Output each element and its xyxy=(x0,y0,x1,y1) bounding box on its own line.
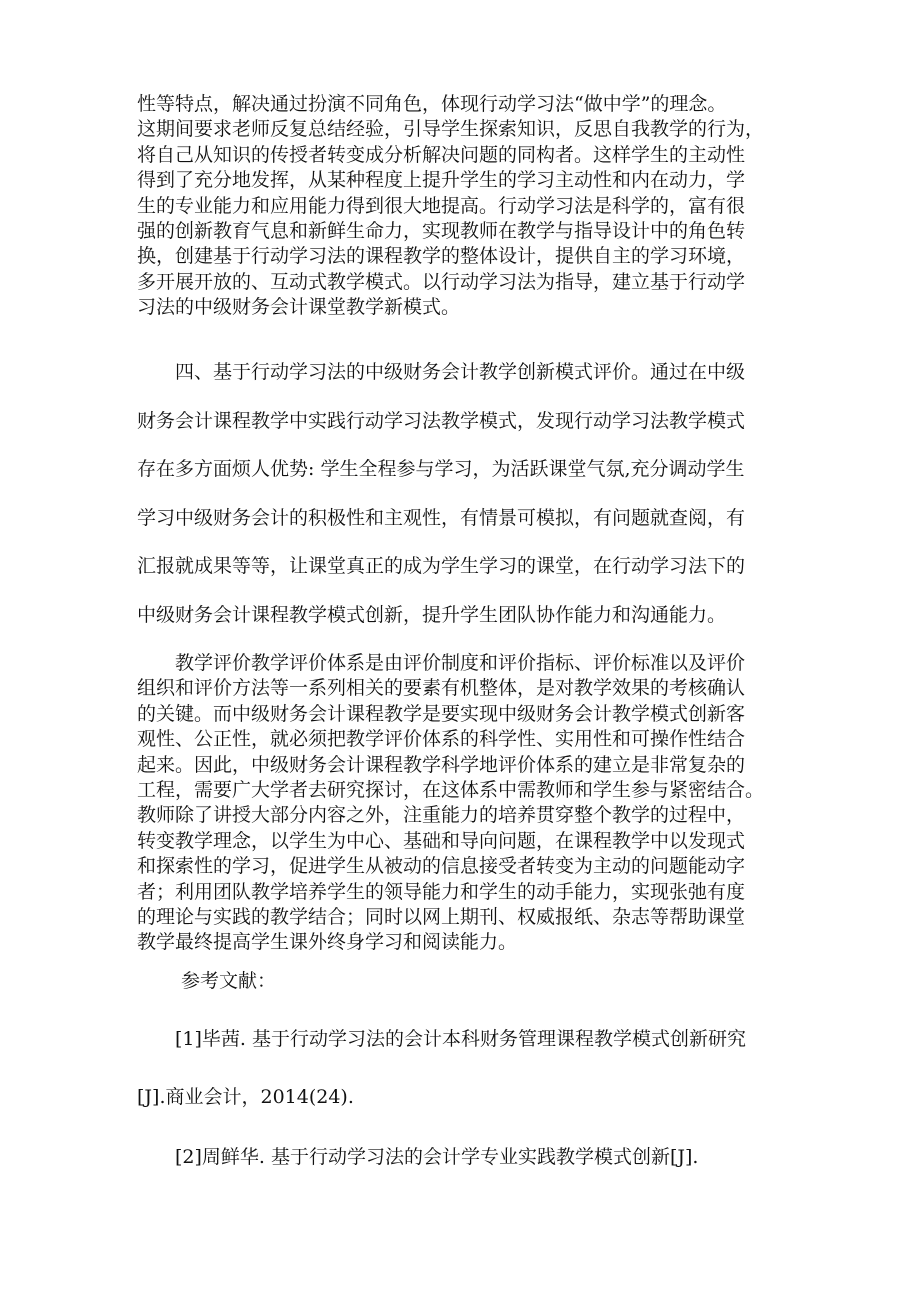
reference-line: [2]周鲜华. 基于行动学习法的会计学专业实践教学模式创新[J]. xyxy=(137,1146,699,1168)
reference-item-2 xyxy=(137,1128,797,1186)
text-line: 将自己从知识的传授者转变成分析解决问题的同构者。这样学生的主动性 xyxy=(137,143,746,166)
text-line: 组织和评价方法等一系列相关的要素有机整体，是对教学效果的考核确认 xyxy=(137,677,746,700)
text-line: 教学最终提高学生课外终身学习和阅读能力。 xyxy=(137,931,518,954)
text-line: 换，创建基于行动学习法的课程教学的整体设计，提供自主的学习环境， xyxy=(137,245,746,268)
text-line: 转变教学理念，以学生为中心、基础和导向问题，在课程教学中以发现式 xyxy=(137,829,746,852)
text-line: 的关键。而中级财务会计课程教学是要实现中级财务会计教学模式创新客 xyxy=(137,702,746,725)
text-line: 观性、公正性，就必须把教学评价体系的科学性、实用性和可操作性结合 xyxy=(137,728,746,751)
text-line: 性等特点，解决通过扮演不同角色，体现行动学习法“做中学”的理念。 xyxy=(137,93,727,115)
text-line: 财务会计课程教学中实践行动学习法教学模式，发现行动学习法教学模式 xyxy=(137,409,746,432)
text-line: 多开展开放的、互动式教学模式。以行动学习法为指导，建立基于行动学 xyxy=(137,270,746,293)
text-line: 存在多方面烦人优势: 学生全程参与学习，为活跃课堂气氛,充分调动学生 xyxy=(137,458,745,480)
text-line: 和探索性的学习，促进学生从被动的信息接受者转变为主动的问题能动字 xyxy=(137,855,746,878)
text-line: 学习中级财务会计的积极性和主观性，有情景可模拟，有问题就查阅，有 xyxy=(137,506,746,529)
text-line: 习法的中级财务会计课堂教学新模式。 xyxy=(137,296,461,319)
reference-line: [J].商业会计，2014(24). xyxy=(137,1086,354,1108)
text-line: 者；利用团队教学培养学生的领导能力和学生的动手能力，实现张弛有度 xyxy=(137,880,746,903)
text-line: 生的专业能力和应用能力得到很大地提高。行动学习法是科学的，富有很 xyxy=(137,194,746,217)
text-line: 得到了充分地发挥，从某种程度上提升学生的学习主动性和内在动力，学 xyxy=(137,169,746,192)
text-line: 教师除了讲授大部分内容之外，注重能力的培养贯穿整个教学的过程中， xyxy=(137,804,746,827)
reference-line: [1]毕茜. 基于行动学习法的会计本科财务管理课程教学模式创新研究 xyxy=(137,1028,746,1050)
text-line: 强的创新教育气息和新鲜生命力，实现教师在教学与指导设计中的角色转 xyxy=(137,219,746,242)
paragraph-action-learning-theory xyxy=(137,92,797,321)
text-line: 的理论与实践的教学结合；同时以网上期刊、权威报纸、杂志等帮助课堂 xyxy=(137,905,746,928)
paragraph-section-four-evaluation xyxy=(137,348,797,639)
text-line: 汇报就成果等等，让课堂真正的成为学生学习的课堂，在行动学习法下的 xyxy=(137,555,746,577)
text-line: 起来。因此，中级财务会计课程教学科学地评价体系的建立是非常复杂的 xyxy=(137,753,746,776)
text-line: 教学评价教学评价体系是由评价制度和评价指标、评价标准以及评价 xyxy=(137,652,746,674)
text-line: 这期间要求老师反复总结经验，引导学生探索知识，反思自我教学的行为， xyxy=(137,118,765,141)
text-line: 中级财务会计课程教学模式创新，提升学生团队协作能力和沟通能力。 xyxy=(137,603,727,626)
reference-item-1 xyxy=(137,1010,797,1126)
paragraph-teaching-evaluation-system xyxy=(137,651,797,956)
text-line: 工程，需要广大学者去研究探讨，在这体系中需教师和学生参与紧密结合。 xyxy=(137,778,765,801)
text-line: 四、基于行动学习法的中级财务会计教学创新模式评价。通过在中级 xyxy=(137,361,746,383)
references-heading: 参考文献： xyxy=(181,970,277,992)
